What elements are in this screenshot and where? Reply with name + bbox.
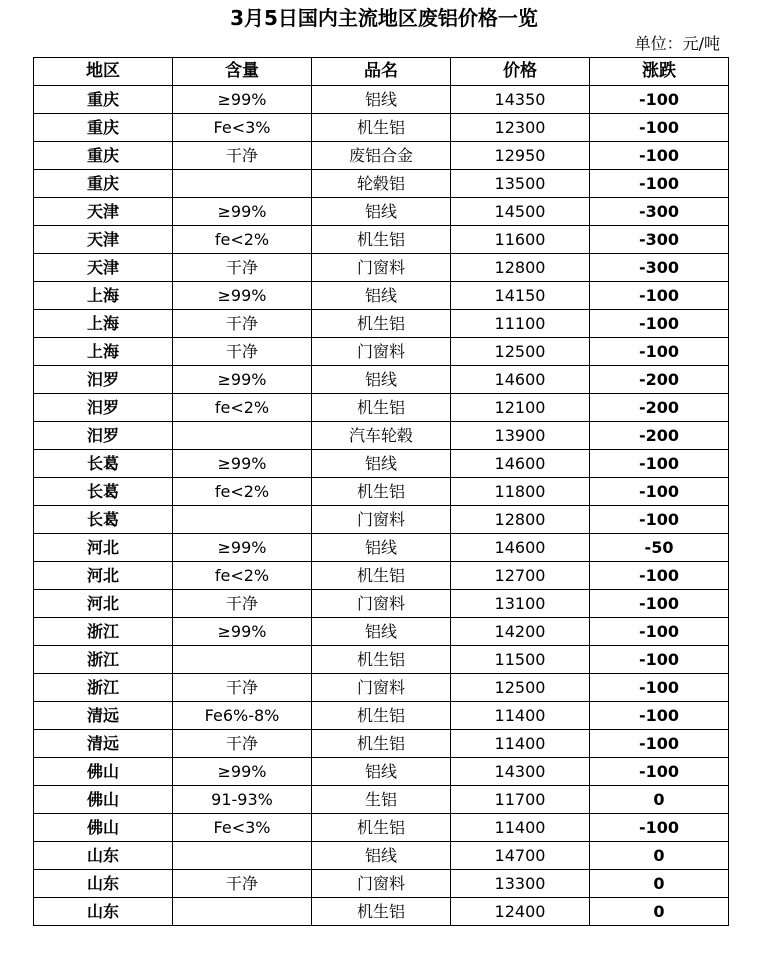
cell-product: 生铝 [312,786,451,814]
cell-price: 12500 [451,674,590,702]
cell-region: 佛山 [34,758,173,786]
cell-content: ≥99% [173,758,312,786]
cell-content: fe<2% [173,478,312,506]
cell-product: 铝线 [312,618,451,646]
cell-product: 铝线 [312,366,451,394]
cell-region: 浙江 [34,646,173,674]
table-row [34,702,729,730]
cell-product: 门窗料 [312,338,451,366]
table-row [34,674,729,702]
cell-price: 12400 [451,898,590,926]
cell-content: Fe<3% [173,114,312,142]
cell-product: 废铝合金 [312,142,451,170]
cell-region: 长葛 [34,450,173,478]
cell-content: Fe6%-8% [173,702,312,730]
cell-product: 机生铝 [312,562,451,590]
cell-price: 11400 [451,730,590,758]
cell-price: 14350 [451,86,590,114]
cell-product: 机生铝 [312,310,451,338]
cell-region: 上海 [34,282,173,310]
cell-price: 11100 [451,310,590,338]
table-row [34,86,729,114]
table-row [34,310,729,338]
cell-change: -100 [590,618,729,646]
cell-product: 机生铝 [312,730,451,758]
cell-price: 11700 [451,786,590,814]
cell-price: 13100 [451,590,590,618]
table-row [34,422,729,450]
cell-content: fe<2% [173,226,312,254]
cell-change: -300 [590,254,729,282]
cell-product: 轮毂铝 [312,170,451,198]
table-row [34,534,729,562]
cell-product: 门窗料 [312,674,451,702]
cell-change: 0 [590,842,729,870]
cell-product: 铝线 [312,282,451,310]
cell-change: -100 [590,758,729,786]
cell-content: ≥99% [173,618,312,646]
cell-change: 0 [590,898,729,926]
cell-price: 12700 [451,562,590,590]
cell-product: 铝线 [312,198,451,226]
cell-change: -100 [590,338,729,366]
cell-product: 机生铝 [312,814,451,842]
cell-content: ≥99% [173,86,312,114]
table-row [34,618,729,646]
cell-region: 重庆 [34,114,173,142]
cell-content: fe<2% [173,394,312,422]
cell-product: 门窗料 [312,254,451,282]
cell-region: 浙江 [34,618,173,646]
cell-region: 上海 [34,310,173,338]
cell-product: 门窗料 [312,506,451,534]
cell-change: -100 [590,506,729,534]
cell-product: 机生铝 [312,226,451,254]
cell-content: 干净 [173,590,312,618]
cell-region: 汨罗 [34,394,173,422]
table-row [34,758,729,786]
cell-price: 12300 [451,114,590,142]
cell-content [173,898,312,926]
table-row [34,590,729,618]
cell-region: 上海 [34,338,173,366]
table-row [34,394,729,422]
cell-region: 河北 [34,562,173,590]
header-region: 地区 [34,58,173,86]
cell-product: 门窗料 [312,590,451,618]
cell-content: ≥99% [173,450,312,478]
cell-content [173,842,312,870]
cell-product: 铝线 [312,758,451,786]
cell-price: 13900 [451,422,590,450]
cell-region: 重庆 [34,170,173,198]
cell-price: 14150 [451,282,590,310]
cell-content: ≥99% [173,534,312,562]
cell-content: 干净 [173,310,312,338]
table-row [34,226,729,254]
cell-content: 干净 [173,730,312,758]
cell-region: 佛山 [34,786,173,814]
cell-region: 天津 [34,226,173,254]
cell-price: 14200 [451,618,590,646]
cell-product: 机生铝 [312,898,451,926]
cell-change: -100 [590,478,729,506]
cell-product: 机生铝 [312,478,451,506]
cell-change: -100 [590,702,729,730]
cell-price: 14600 [451,366,590,394]
cell-region: 清远 [34,730,173,758]
cell-content: 干净 [173,142,312,170]
table-row [34,478,729,506]
cell-content: ≥99% [173,198,312,226]
table-row [34,646,729,674]
table-row [34,814,729,842]
cell-product: 铝线 [312,86,451,114]
cell-price: 12800 [451,506,590,534]
cell-region: 清远 [34,702,173,730]
table-row [34,506,729,534]
table-row [34,450,729,478]
cell-region: 河北 [34,590,173,618]
cell-price: 13500 [451,170,590,198]
cell-product: 机生铝 [312,702,451,730]
table-row [34,870,729,898]
cell-product: 汽车轮毂 [312,422,451,450]
cell-region: 山东 [34,898,173,926]
cell-change: -100 [590,730,729,758]
table-row [34,170,729,198]
cell-change: -100 [590,814,729,842]
cell-content: 干净 [173,870,312,898]
table-row [34,786,729,814]
cell-change: -100 [590,114,729,142]
cell-price: 11600 [451,226,590,254]
cell-region: 河北 [34,534,173,562]
cell-change: -200 [590,422,729,450]
cell-product: 机生铝 [312,394,451,422]
cell-region: 佛山 [34,814,173,842]
cell-change: -100 [590,450,729,478]
cell-region: 山东 [34,870,173,898]
cell-change: -100 [590,170,729,198]
cell-change: -300 [590,226,729,254]
cell-content: 91-93% [173,786,312,814]
cell-change: -200 [590,366,729,394]
table-header-row [34,58,729,86]
cell-change: -100 [590,310,729,338]
cell-region: 长葛 [34,478,173,506]
cell-change: -100 [590,562,729,590]
cell-price: 12950 [451,142,590,170]
price-table [33,57,729,926]
cell-region: 浙江 [34,674,173,702]
cell-product: 铝线 [312,450,451,478]
cell-price: 14300 [451,758,590,786]
cell-change: 0 [590,786,729,814]
cell-content: 干净 [173,254,312,282]
cell-product: 机生铝 [312,114,451,142]
cell-change: -100 [590,86,729,114]
cell-content: ≥99% [173,366,312,394]
table-row [34,366,729,394]
cell-change: -50 [590,534,729,562]
table-body [34,86,729,926]
cell-price: 11800 [451,478,590,506]
cell-content: fe<2% [173,562,312,590]
table-row [34,898,729,926]
table-row [34,198,729,226]
cell-product: 门窗料 [312,870,451,898]
cell-region: 长葛 [34,506,173,534]
cell-change: 0 [590,870,729,898]
cell-product: 机生铝 [312,646,451,674]
cell-region: 重庆 [34,142,173,170]
cell-price: 14700 [451,842,590,870]
cell-content: 干净 [173,674,312,702]
cell-region: 汨罗 [34,422,173,450]
page-title: 3月5日国内主流地区废铝价格一览 [230,6,538,30]
cell-change: -100 [590,646,729,674]
table-row [34,282,729,310]
cell-content [173,422,312,450]
cell-price: 14600 [451,534,590,562]
cell-price: 11400 [451,702,590,730]
table-row [34,114,729,142]
cell-region: 山东 [34,842,173,870]
table-row [34,842,729,870]
table-row [34,730,729,758]
cell-change: -100 [590,590,729,618]
cell-change: -100 [590,142,729,170]
cell-change: -300 [590,198,729,226]
table-row [34,142,729,170]
table-row [34,254,729,282]
cell-content [173,170,312,198]
cell-price: 12500 [451,338,590,366]
header-product: 品名 [312,58,451,86]
cell-change: -100 [590,674,729,702]
cell-content [173,646,312,674]
cell-price: 11500 [451,646,590,674]
cell-region: 汨罗 [34,366,173,394]
cell-content: Fe<3% [173,814,312,842]
cell-region: 重庆 [34,86,173,114]
cell-price: 11400 [451,814,590,842]
cell-price: 12800 [451,254,590,282]
cell-content: ≥99% [173,282,312,310]
cell-price: 14500 [451,198,590,226]
header-content: 含量 [173,58,312,86]
cell-price: 13300 [451,870,590,898]
cell-region: 天津 [34,254,173,282]
cell-region: 天津 [34,198,173,226]
cell-change: -100 [590,282,729,310]
cell-content [173,506,312,534]
cell-product: 铝线 [312,842,451,870]
header-change: 涨跌 [590,58,729,86]
header-price: 价格 [451,58,590,86]
table-row [34,338,729,366]
cell-price: 14600 [451,450,590,478]
cell-product: 铝线 [312,534,451,562]
table-row [34,562,729,590]
cell-price: 12100 [451,394,590,422]
cell-change: -200 [590,394,729,422]
unit-label: 单位：元/吨 [634,34,720,53]
cell-content: 干净 [173,338,312,366]
